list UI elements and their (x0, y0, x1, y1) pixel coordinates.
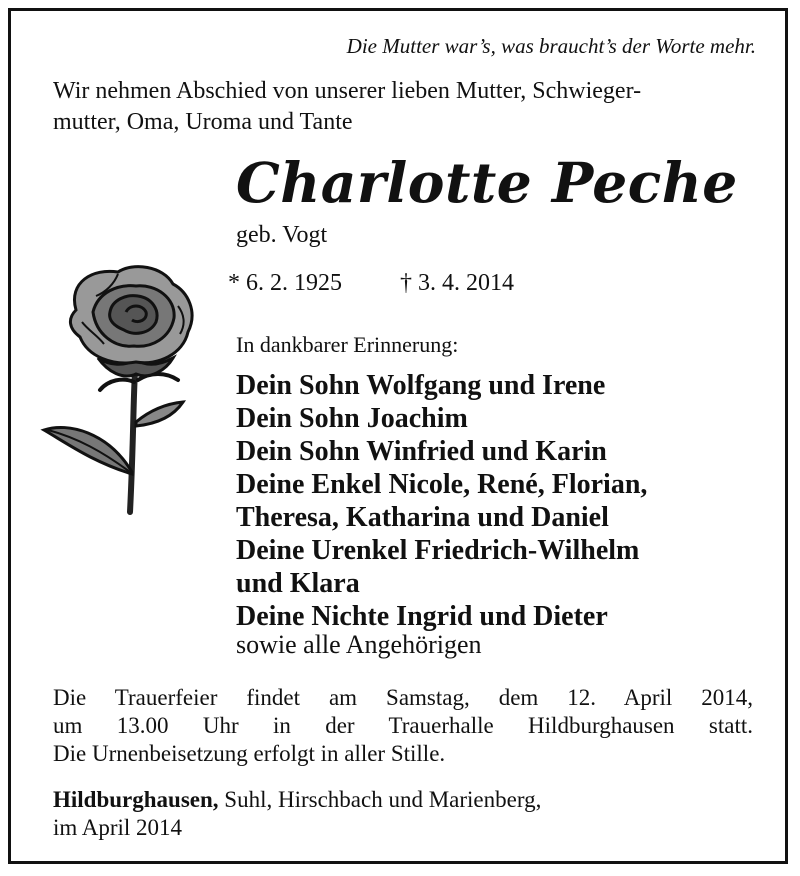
life-dates (228, 270, 514, 297)
family-list (236, 369, 647, 633)
relatives-line: sowie alle Angehörigen (236, 630, 482, 659)
family-line: Dein Sohn Joachim (236, 403, 468, 434)
family-line: und Klara (236, 568, 360, 599)
notice-date: im April 2014 (53, 815, 183, 840)
other-places: Suhl, Hirschbach und Marienberg, (218, 787, 542, 812)
family-line: Deine Urenkel Friedrich-Wilhelm (236, 535, 640, 566)
gratitude-heading: In dankbarer Erinnerung: (236, 332, 459, 357)
ceremony-line-1: Die Trauerfeier findet am Samstag, dem 12. April 2014, (53, 685, 753, 710)
birth-date: * 6. 2. 1925 (228, 270, 342, 296)
maiden-name: geb. Vogt (236, 222, 328, 248)
ceremony-text (53, 684, 753, 768)
intro-line-2: mutter, Oma, Uroma und Tante (53, 109, 353, 135)
deceased-name: Charlotte Peche (236, 150, 738, 215)
ceremony-line-3: Die Urnenbeisetzung erfolgt in aller Stille. (53, 741, 446, 766)
family-line: Dein Sohn Winfried und Karin (236, 436, 607, 467)
ceremony-line-2: um 13.00 Uhr in der Trauerhalle Hildburghausen statt. (53, 713, 753, 738)
family-line: Theresa, Katharina und Daniel (236, 502, 609, 533)
main-place: Hildburghausen, (53, 787, 219, 812)
death-date: † 3. 4. 2014 (400, 270, 514, 296)
family-line: Dein Sohn Wolfgang und Irene (236, 370, 606, 401)
places-and-date (53, 786, 541, 842)
family-line: Deine Enkel Nicole, René, Florian, (236, 469, 648, 500)
rose-icon (38, 262, 210, 522)
places-line (53, 786, 541, 814)
intro-line-1: Wir nehmen Abschied von unserer lieben Mutter, Schwieger- (53, 78, 642, 104)
motto: Die Mutter war’s, was braucht’s der Worte mehr. (346, 34, 756, 58)
family-line: Deine Nichte Ingrid und Dieter (236, 601, 608, 632)
intro-text (53, 76, 753, 138)
